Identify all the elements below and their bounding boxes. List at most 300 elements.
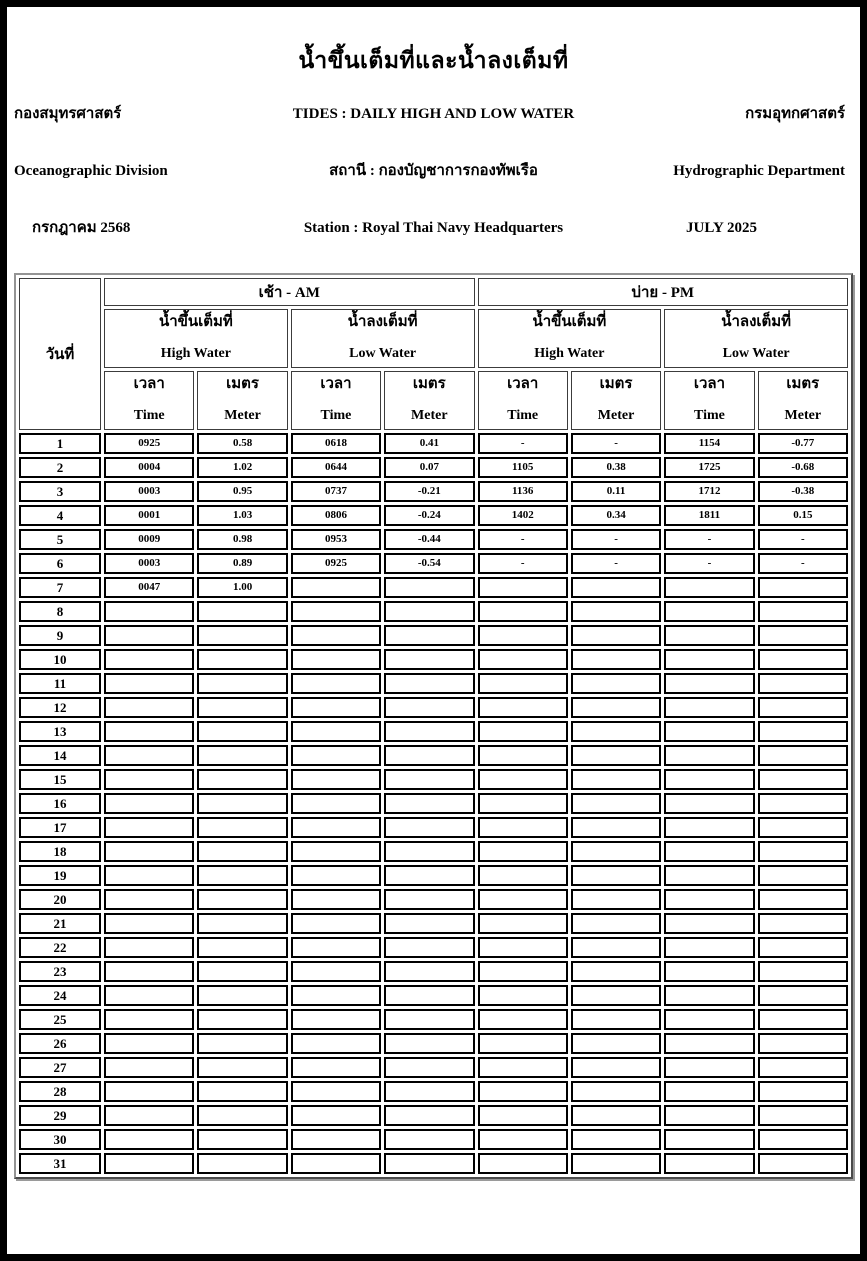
am-high-time-cell: [104, 865, 194, 886]
am-high-meter-cell: [197, 649, 287, 670]
pm-high-meter-cell: [571, 601, 661, 622]
pm-low-time-cell: [664, 601, 754, 622]
pm-low-time-cell: [664, 649, 754, 670]
pm-low-meter-cell: [758, 1057, 848, 1078]
date-cell: 7: [19, 577, 101, 598]
am-low-time-cell: 0925: [291, 553, 381, 574]
am-high-time-cell: [104, 673, 194, 694]
pm-high-meter-cell: [571, 889, 661, 910]
pm-low-meter-cell: [758, 1009, 848, 1030]
am-high-time-cell: [104, 745, 194, 766]
table-row: [19, 1081, 848, 1102]
pm-high-time-cell: [478, 649, 568, 670]
pm-low-meter-cell: -: [758, 553, 848, 574]
am-low-time-cell: [291, 649, 381, 670]
pm-high-time-cell: -: [478, 433, 568, 454]
table-row: [19, 553, 848, 574]
pm-high-time-header: [478, 371, 568, 430]
pm-low-meter-cell: [758, 601, 848, 622]
date-cell: 19: [19, 865, 101, 886]
am-high-meter-cell: 1.00: [197, 577, 287, 598]
pm-low-time-cell: [664, 841, 754, 862]
table-row: [19, 577, 848, 598]
am-low-time-cell: [291, 625, 381, 646]
pm-low-time-cell: [664, 817, 754, 838]
am-low-meter-header: [384, 371, 474, 430]
meter-label-thai: เมตร: [226, 376, 259, 392]
station-name-thai: สถานี : กองบัญชาการกองทัพเรือ: [329, 163, 538, 179]
am-high-time-cell: [104, 817, 194, 838]
am-low-meter-cell: [384, 961, 474, 982]
meter-label-english: Meter: [784, 408, 822, 423]
am-low-time-cell: [291, 889, 381, 910]
header-row-3: [14, 215, 853, 239]
date-cell: 30: [19, 1129, 101, 1150]
am-high-time-cell: [104, 769, 194, 790]
table-row: [19, 841, 848, 862]
am-low-meter-cell: [384, 745, 474, 766]
date-cell: 5: [19, 529, 101, 550]
pm-high-time-cell: [478, 769, 568, 790]
table-row: [19, 1057, 848, 1078]
am-high-meter-header: [197, 371, 287, 430]
pm-low-time-cell: [664, 937, 754, 958]
tide-table-body: [19, 433, 848, 1174]
table-row: [19, 697, 848, 718]
tide-table: [14, 273, 853, 1179]
am-high-time-cell: 0009: [104, 529, 194, 550]
pm-low-meter-cell: -0.77: [758, 433, 848, 454]
pm-low-time-cell: [664, 1153, 754, 1174]
pm-high-time-cell: [478, 601, 568, 622]
am-high-meter-cell: 1.02: [197, 457, 287, 478]
pm-high-meter-cell: -: [571, 433, 661, 454]
am-low-time-cell: [291, 1105, 381, 1126]
am-high-meter-cell: [197, 985, 287, 1006]
am-low-meter-cell: [384, 625, 474, 646]
pm-high-time-cell: [478, 1033, 568, 1054]
am-high-meter-cell: 1.03: [197, 505, 287, 526]
time-label-english: Time: [507, 408, 539, 423]
am-low-meter-cell: 0.41: [384, 433, 474, 454]
am-high-time-cell: 0004: [104, 457, 194, 478]
date-cell: 22: [19, 937, 101, 958]
am-high-time-cell: [104, 1057, 194, 1078]
pm-low-meter-cell: -0.38: [758, 481, 848, 502]
am-low-time-cell: [291, 937, 381, 958]
pm-high-time-cell: 1402: [478, 505, 568, 526]
pm-low-time-cell: [664, 1033, 754, 1054]
am-low-meter-cell: -0.54: [384, 553, 474, 574]
table-row: [19, 625, 848, 646]
am-low-time-cell: [291, 601, 381, 622]
am-low-meter-cell: [384, 601, 474, 622]
am-high-meter-cell: [197, 937, 287, 958]
am-low-time-cell: [291, 1009, 381, 1030]
date-cell: 17: [19, 817, 101, 838]
am-high-time-cell: [104, 985, 194, 1006]
am-low-time-cell: [291, 697, 381, 718]
am-low-meter-cell: [384, 841, 474, 862]
am-low-time-cell: [291, 865, 381, 886]
am-low-time-cell: [291, 1153, 381, 1174]
am-high-time-cell: 0925: [104, 433, 194, 454]
pm-high-time-cell: [478, 889, 568, 910]
am-low-meter-cell: [384, 913, 474, 934]
am-high-meter-cell: [197, 961, 287, 982]
date-cell: 27: [19, 1057, 101, 1078]
am-high-meter-cell: 0.89: [197, 553, 287, 574]
table-row: [19, 1153, 848, 1174]
date-cell: 3: [19, 481, 101, 502]
am-high-meter-cell: 0.95: [197, 481, 287, 502]
time-label-thai: เวลา: [133, 376, 165, 392]
date-cell: 10: [19, 649, 101, 670]
am-low-meter-cell: -0.24: [384, 505, 474, 526]
table-row: [19, 721, 848, 742]
header-row-1: [14, 101, 853, 125]
table-row: [19, 889, 848, 910]
pm-low-meter-cell: [758, 673, 848, 694]
pm-high-time-cell: [478, 985, 568, 1006]
am-low-time-cell: 0953: [291, 529, 381, 550]
am-high-water-label-thai: น้ำขึ้นเต็มที่: [158, 314, 233, 330]
pm-high-time-cell: [478, 841, 568, 862]
pm-low-time-cell: [664, 985, 754, 1006]
pm-high-meter-cell: [571, 649, 661, 670]
pm-high-meter-cell: [571, 745, 661, 766]
time-label-english: Time: [133, 408, 165, 423]
am-high-meter-cell: [197, 1057, 287, 1078]
table-row: [19, 913, 848, 934]
pm-low-time-cell: [664, 625, 754, 646]
date-cell: 1: [19, 433, 101, 454]
pm-low-time-cell: 1725: [664, 457, 754, 478]
table-row: [19, 601, 848, 622]
table-row: [19, 769, 848, 790]
pm-low-time-cell: [664, 889, 754, 910]
pm-low-time-cell: [664, 1081, 754, 1102]
table-row: [19, 1033, 848, 1054]
date-cell: 9: [19, 625, 101, 646]
am-low-time-cell: 0737: [291, 481, 381, 502]
am-high-meter-cell: [197, 625, 287, 646]
date-cell: 11: [19, 673, 101, 694]
pm-low-meter-cell: [758, 1129, 848, 1150]
pm-high-time-cell: [478, 745, 568, 766]
am-low-meter-cell: -0.21: [384, 481, 474, 502]
pm-low-time-cell: [664, 721, 754, 742]
am-low-meter-cell: [384, 1033, 474, 1054]
date-cell: 25: [19, 1009, 101, 1030]
am-high-water-header: [104, 309, 288, 368]
am-high-time-header: [104, 371, 194, 430]
am-low-water-label-english: Low Water: [349, 346, 417, 361]
date-cell: 16: [19, 793, 101, 814]
pm-high-meter-cell: [571, 769, 661, 790]
pm-high-water-label-english: High Water: [534, 346, 605, 361]
pm-high-time-cell: 1105: [478, 457, 568, 478]
am-high-meter-cell: [197, 1105, 287, 1126]
pm-high-meter-cell: [571, 625, 661, 646]
month-thai: กรกฎาคม 2568: [32, 220, 131, 236]
pm-high-meter-cell: [571, 697, 661, 718]
pm-low-meter-cell: [758, 577, 848, 598]
pm-high-water-label-thai: น้ำขึ้นเต็มที่: [532, 314, 607, 330]
table-row: [19, 433, 848, 454]
am-high-time-cell: [104, 1129, 194, 1150]
pm-high-time-cell: [478, 793, 568, 814]
meter-label-english: Meter: [224, 408, 261, 423]
pm-low-meter-cell: [758, 865, 848, 886]
date-cell: 12: [19, 697, 101, 718]
pm-high-water-header: [478, 309, 662, 368]
pm-low-time-cell: [664, 745, 754, 766]
pm-high-time-cell: [478, 697, 568, 718]
pm-low-meter-cell: [758, 913, 848, 934]
pm-high-time-cell: [478, 865, 568, 886]
pm-high-meter-cell: [571, 1081, 661, 1102]
pm-low-meter-cell: [758, 1105, 848, 1126]
time-label-english: Time: [320, 408, 352, 423]
am-section-header: เช้า - AM: [104, 278, 475, 306]
pm-low-meter-cell: [758, 625, 848, 646]
meter-label-thai: เมตร: [786, 376, 820, 392]
pm-high-meter-cell: 0.38: [571, 457, 661, 478]
pm-high-meter-cell: [571, 817, 661, 838]
pm-high-time-cell: 1136: [478, 481, 568, 502]
date-cell: 23: [19, 961, 101, 982]
pm-low-meter-cell: 0.15: [758, 505, 848, 526]
am-high-time-cell: [104, 961, 194, 982]
table-row: [19, 673, 848, 694]
am-low-time-cell: [291, 745, 381, 766]
pm-low-time-cell: [664, 1009, 754, 1030]
am-low-time-cell: 0644: [291, 457, 381, 478]
date-cell: 26: [19, 1033, 101, 1054]
pm-low-time-cell: [664, 697, 754, 718]
pm-low-meter-cell: [758, 1081, 848, 1102]
pm-high-meter-cell: [571, 1057, 661, 1078]
am-high-time-cell: [104, 937, 194, 958]
meter-label-thai: เมตร: [599, 376, 633, 392]
am-low-meter-cell: [384, 577, 474, 598]
pm-low-meter-cell: [758, 769, 848, 790]
am-low-time-cell: 0806: [291, 505, 381, 526]
am-low-meter-cell: [384, 721, 474, 742]
date-cell: 6: [19, 553, 101, 574]
table-row: [19, 745, 848, 766]
pm-high-meter-header: [571, 371, 661, 430]
pm-low-time-cell: [664, 961, 754, 982]
pm-low-water-label-english: Low Water: [722, 346, 790, 361]
pm-low-meter-cell: [758, 697, 848, 718]
am-low-time-cell: [291, 721, 381, 742]
pm-high-time-cell: [478, 1129, 568, 1150]
division-name-english: Oceanographic Division: [14, 163, 168, 179]
am-high-meter-cell: [197, 745, 287, 766]
am-high-meter-cell: [197, 865, 287, 886]
am-high-time-cell: [104, 1153, 194, 1174]
month-english: JULY 2025: [686, 220, 757, 236]
date-cell: 8: [19, 601, 101, 622]
am-high-meter-cell: 0.98: [197, 529, 287, 550]
table-row: [19, 793, 848, 814]
am-low-time-cell: [291, 817, 381, 838]
pm-low-meter-cell: [758, 721, 848, 742]
pm-low-meter-cell: [758, 745, 848, 766]
pm-high-time-cell: [478, 625, 568, 646]
pm-high-time-cell: -: [478, 529, 568, 550]
date-cell: 28: [19, 1081, 101, 1102]
am-high-meter-cell: [197, 721, 287, 742]
time-label-thai: เวลา: [693, 376, 726, 392]
am-high-time-cell: [104, 841, 194, 862]
am-low-meter-cell: [384, 937, 474, 958]
table-row: [19, 1105, 848, 1126]
am-low-water-header: [291, 309, 475, 368]
am-high-meter-cell: [197, 697, 287, 718]
pm-high-meter-cell: [571, 1153, 661, 1174]
pm-low-meter-cell: [758, 649, 848, 670]
table-row: [19, 985, 848, 1006]
am-low-time-header: [291, 371, 381, 430]
am-low-time-cell: [291, 985, 381, 1006]
pm-high-time-cell: [478, 937, 568, 958]
time-label-thai: เวลา: [320, 376, 352, 392]
pm-low-time-cell: [664, 1105, 754, 1126]
date-cell: 14: [19, 745, 101, 766]
am-high-time-cell: [104, 601, 194, 622]
pm-high-meter-cell: [571, 985, 661, 1006]
pm-low-time-cell: [664, 913, 754, 934]
table-row: [19, 649, 848, 670]
am-high-meter-cell: [197, 817, 287, 838]
am-high-water-label-english: High Water: [160, 346, 231, 361]
header-row-2: [14, 158, 853, 182]
station-name-english: Station : Royal Thai Navy Headquarters: [303, 220, 564, 236]
am-low-water-label-thai: น้ำลงเต็มที่: [347, 314, 418, 330]
pm-low-time-cell: -: [664, 529, 754, 550]
am-low-time-cell: [291, 961, 381, 982]
time-label-thai: เวลา: [507, 376, 539, 392]
am-high-meter-cell: [197, 1129, 287, 1150]
table-row: [19, 481, 848, 502]
am-high-meter-cell: [197, 1081, 287, 1102]
pm-high-time-cell: -: [478, 553, 568, 574]
am-high-time-cell: 0003: [104, 553, 194, 574]
am-low-time-cell: [291, 1057, 381, 1078]
date-column-header: วันที่: [19, 278, 101, 430]
table-row: [19, 457, 848, 478]
pm-high-meter-cell: [571, 1105, 661, 1126]
am-high-time-cell: [104, 625, 194, 646]
pm-low-meter-cell: [758, 1033, 848, 1054]
am-high-time-cell: [104, 649, 194, 670]
date-cell: 31: [19, 1153, 101, 1174]
pm-low-time-cell: -: [664, 553, 754, 574]
am-low-time-cell: [291, 913, 381, 934]
pm-low-time-cell: [664, 673, 754, 694]
am-low-time-cell: [291, 1081, 381, 1102]
am-high-time-cell: [104, 1009, 194, 1030]
pm-high-meter-cell: [571, 961, 661, 982]
pm-high-meter-cell: [571, 721, 661, 742]
am-low-time-cell: [291, 1033, 381, 1054]
am-low-meter-cell: [384, 793, 474, 814]
am-low-meter-cell: [384, 673, 474, 694]
pm-high-time-cell: [478, 1105, 568, 1126]
pm-low-meter-cell: -0.68: [758, 457, 848, 478]
pm-high-meter-cell: [571, 865, 661, 886]
pm-high-time-cell: [478, 577, 568, 598]
am-low-meter-cell: [384, 985, 474, 1006]
table-row: [19, 505, 848, 526]
am-high-meter-cell: 0.58: [197, 433, 287, 454]
department-name-english: Hydrographic Department: [673, 163, 845, 179]
time-label-english: Time: [694, 408, 725, 423]
pm-high-time-cell: [478, 1057, 568, 1078]
pm-low-meter-cell: [758, 937, 848, 958]
pm-low-time-cell: [664, 1129, 754, 1150]
pm-low-meter-cell: [758, 985, 848, 1006]
pm-low-time-cell: [664, 1057, 754, 1078]
meter-label-english: Meter: [597, 408, 635, 423]
am-high-time-cell: [104, 697, 194, 718]
am-high-time-cell: [104, 1033, 194, 1054]
pm-low-meter-cell: [758, 817, 848, 838]
pm-low-time-cell: 1712: [664, 481, 754, 502]
pm-low-time-cell: [664, 865, 754, 886]
am-low-time-cell: [291, 841, 381, 862]
pm-low-time-header: [664, 371, 754, 430]
am-high-meter-cell: [197, 1009, 287, 1030]
pm-low-meter-cell: [758, 1153, 848, 1174]
am-low-meter-cell: [384, 697, 474, 718]
am-low-meter-cell: [384, 769, 474, 790]
am-low-meter-cell: [384, 889, 474, 910]
pm-high-time-cell: [478, 1081, 568, 1102]
date-cell: 24: [19, 985, 101, 1006]
pm-high-meter-cell: [571, 673, 661, 694]
pm-low-time-cell: 1154: [664, 433, 754, 454]
am-low-meter-cell: [384, 865, 474, 886]
pm-high-meter-cell: [571, 1129, 661, 1150]
am-low-time-cell: [291, 769, 381, 790]
date-cell: 20: [19, 889, 101, 910]
group-header-row: [19, 309, 848, 368]
pm-low-meter-cell: [758, 841, 848, 862]
pm-high-time-cell: [478, 1153, 568, 1174]
am-low-time-cell: [291, 793, 381, 814]
tides-title-english: TIDES : DAILY HIGH AND LOW WATER: [292, 106, 575, 122]
am-low-time-cell: [291, 577, 381, 598]
pm-high-meter-cell: [571, 1033, 661, 1054]
am-high-time-cell: 0001: [104, 505, 194, 526]
am-high-time-cell: 0047: [104, 577, 194, 598]
table-row: [19, 961, 848, 982]
pm-low-meter-cell: -: [758, 529, 848, 550]
am-high-time-cell: [104, 1081, 194, 1102]
am-high-meter-cell: [197, 769, 287, 790]
am-high-meter-cell: [197, 889, 287, 910]
am-high-time-cell: [104, 1105, 194, 1126]
pm-high-meter-cell: [571, 937, 661, 958]
section-header-row: [19, 278, 848, 306]
pm-high-meter-cell: [571, 1009, 661, 1030]
date-cell: 18: [19, 841, 101, 862]
pm-high-meter-cell: [571, 577, 661, 598]
